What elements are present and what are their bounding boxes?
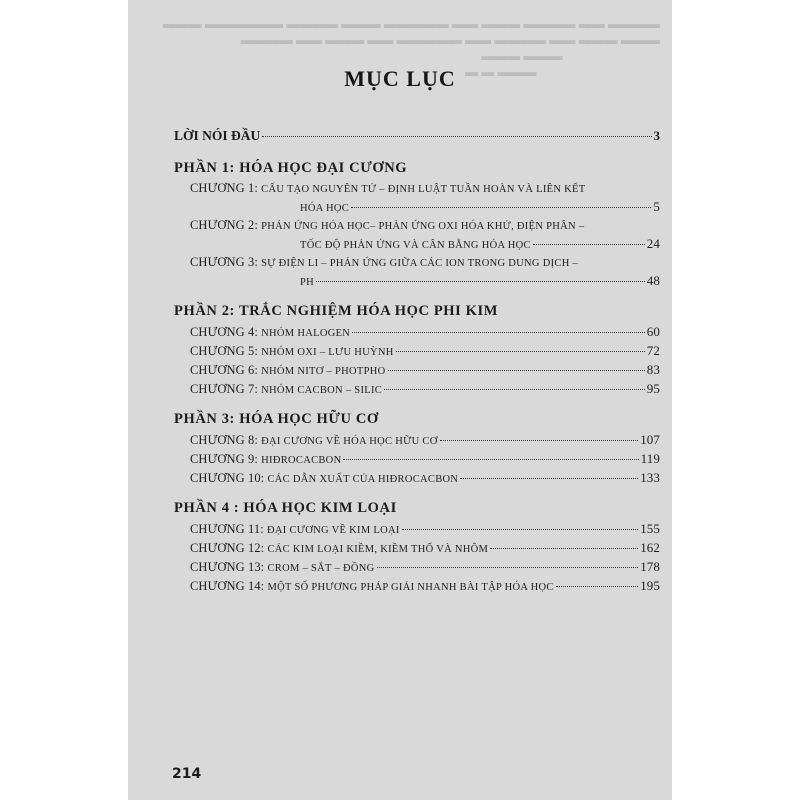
chapter-11-entry[interactable]	[174, 520, 660, 539]
preface-entry[interactable]	[174, 128, 660, 148]
chapter-page: 178	[640, 559, 660, 574]
dot-leader	[316, 281, 645, 282]
part-2-title: PHẦN 2: TRẮC NGHIỆM HÓA HỌC PHI KIM	[174, 303, 499, 319]
chapter-title: PHẢN ỨNG HÓA HỌC– PHẢN ỨNG OXI HÓA KHỬ, ĐIỆN PHÂN –	[261, 221, 585, 232]
chapter-1-entry[interactable]	[174, 180, 660, 217]
chapter-label: CHƯƠNG 14:	[190, 579, 265, 593]
chapter-page: 95	[646, 381, 660, 396]
dot-leader	[396, 351, 645, 352]
chapter-8-entry[interactable]	[174, 431, 660, 450]
preface-label: LỜI NÓI ĐẦU	[174, 128, 261, 143]
chapter-label: CHƯƠNG 1:	[190, 181, 258, 195]
chapter-12-entry[interactable]	[174, 539, 660, 558]
chapter-2-entry[interactable]	[174, 217, 660, 254]
chapter-page: 162	[640, 540, 660, 555]
toc-heading: MỤC LỤC	[344, 66, 456, 91]
chapter-label: CHƯƠNG 9:	[190, 452, 258, 466]
part-3-title: PHẦN 3: HÓA HỌC HỮU CƠ	[174, 411, 379, 427]
chapter-title: NHÓM OXI – LƯU HUỲNH	[261, 347, 394, 358]
chapter-page: 24	[646, 236, 660, 251]
chapter-title: CẤU TẠO NGUYÊN TỬ – ĐỊNH LUẬT TUẦN HOÀN VÀ LIÊN KẾT	[261, 184, 586, 195]
chapter-page: 195	[640, 578, 660, 593]
dot-leader	[490, 548, 638, 549]
chapter-label: CHƯƠNG 5:	[190, 344, 258, 358]
book-page	[128, 0, 672, 800]
chapter-label: CHƯƠNG 4:	[190, 325, 258, 339]
dot-leader	[351, 207, 651, 208]
chapter-title: NHÓM HALOGEN	[261, 328, 351, 339]
chapter-title: ĐẠI CƯƠNG VỀ KIM LOẠI	[267, 525, 400, 536]
chapter-page: 107	[640, 432, 660, 447]
chapter-label: CHƯƠNG 10:	[190, 471, 265, 485]
part-4-title: PHẦN 4 : HÓA HỌC KIM LOẠI	[174, 500, 397, 516]
chapter-title: HIĐROCACBON	[261, 455, 342, 466]
chapter-title-continued: HÓA HỌC	[300, 203, 350, 214]
show-through-text: ▬▬▬▬ ▬▬ ▬▬▬▬ ▬▬▬ ▬▬ ▬▬▬▬▬ ▬▬▬ ▬▬▬▬ ▬▬▬▬▬▬ ▬▬▬ ▬▬▬ ▬▬▬ ▬▬ ▬▬▬▬ ▬▬ ▬▬▬▬▬ ▬▬ ▬▬▬ ▬▬ ▬▬▬▬ ▬▬▬ ▬▬▬ ▬▬▬ ▬ ▬	[162, 16, 660, 79]
chapter-title-continued: PH	[300, 277, 315, 288]
chapter-title: MỘT SỐ PHƯƠNG PHÁP GIẢI NHANH BÀI TẬP HÓA HỌC	[267, 582, 554, 593]
dot-leader	[262, 136, 651, 137]
chapter-label: CHƯƠNG 6:	[190, 363, 258, 377]
chapter-label: CHƯƠNG 12:	[190, 541, 265, 555]
chapter-page: 155	[640, 521, 660, 536]
dot-leader	[388, 370, 645, 371]
chapter-page: 83	[646, 362, 660, 377]
dot-leader	[384, 389, 645, 390]
chapter-title: NHÓM NITƠ – PHOTPHO	[261, 366, 386, 377]
dot-leader	[402, 529, 639, 530]
chapter-4-entry[interactable]	[174, 323, 660, 342]
chapter-title: ĐẠI CƯƠNG VỀ HÓA HỌC HỮU CƠ	[261, 436, 438, 447]
part-1-title: PHẦN 1: HÓA HỌC ĐẠI CƯƠNG	[174, 160, 408, 176]
chapter-label: CHƯƠNG 7:	[190, 382, 258, 396]
chapter-label: CHƯƠNG 13:	[190, 560, 265, 574]
dot-leader	[556, 586, 638, 587]
chapter-page: 72	[646, 343, 660, 358]
chapter-title: CROM – SẮT – ĐỒNG	[267, 563, 375, 574]
chapter-13-entry[interactable]	[174, 558, 660, 577]
page-number: 214	[172, 766, 202, 782]
chapter-label: CHƯƠNG 11:	[190, 522, 264, 536]
chapter-label: CHƯƠNG 8:	[190, 433, 258, 447]
dot-leader	[377, 567, 639, 568]
dot-leader	[460, 478, 638, 479]
chapter-page: 119	[640, 451, 660, 466]
chapter-title: NHÓM CACBON – SILIC	[261, 385, 383, 396]
chapter-label: CHƯƠNG 2:	[190, 218, 258, 232]
chapter-10-entry[interactable]	[174, 469, 660, 488]
chapter-14-entry[interactable]	[174, 577, 660, 596]
chapter-7-entry[interactable]	[174, 380, 660, 399]
dot-leader	[343, 459, 638, 460]
dot-leader	[440, 440, 639, 441]
chapter-label: CHƯƠNG 3:	[190, 255, 258, 269]
chapter-9-entry[interactable]	[174, 450, 660, 469]
dot-leader	[352, 332, 645, 333]
chapter-page: 5	[653, 199, 660, 214]
table-of-contents	[174, 128, 660, 596]
chapter-title: CÁC DẪN XUẤT CỦA HIĐROCACBON	[267, 474, 459, 485]
chapter-page: 48	[646, 273, 660, 288]
chapter-6-entry[interactable]	[174, 361, 660, 380]
chapter-title-continued: TỐC ĐỘ PHẢN ỨNG VÀ CÂN BẰNG HÓA HỌC	[300, 240, 531, 251]
chapter-title: CÁC KIM LOẠI KIỀM, KIỀM THỔ VÀ NHÔM	[267, 544, 489, 555]
dot-leader	[533, 244, 645, 245]
chapter-page: 60	[646, 324, 660, 339]
chapter-3-entry[interactable]	[174, 254, 660, 291]
chapter-page: 133	[640, 470, 660, 485]
chapter-title: SỰ ĐIỆN LI – PHẢN ỨNG GIỮA CÁC ION TRONG DUNG DỊCH –	[261, 258, 579, 269]
preface-page: 3	[653, 128, 660, 143]
chapter-5-entry[interactable]	[174, 342, 660, 361]
